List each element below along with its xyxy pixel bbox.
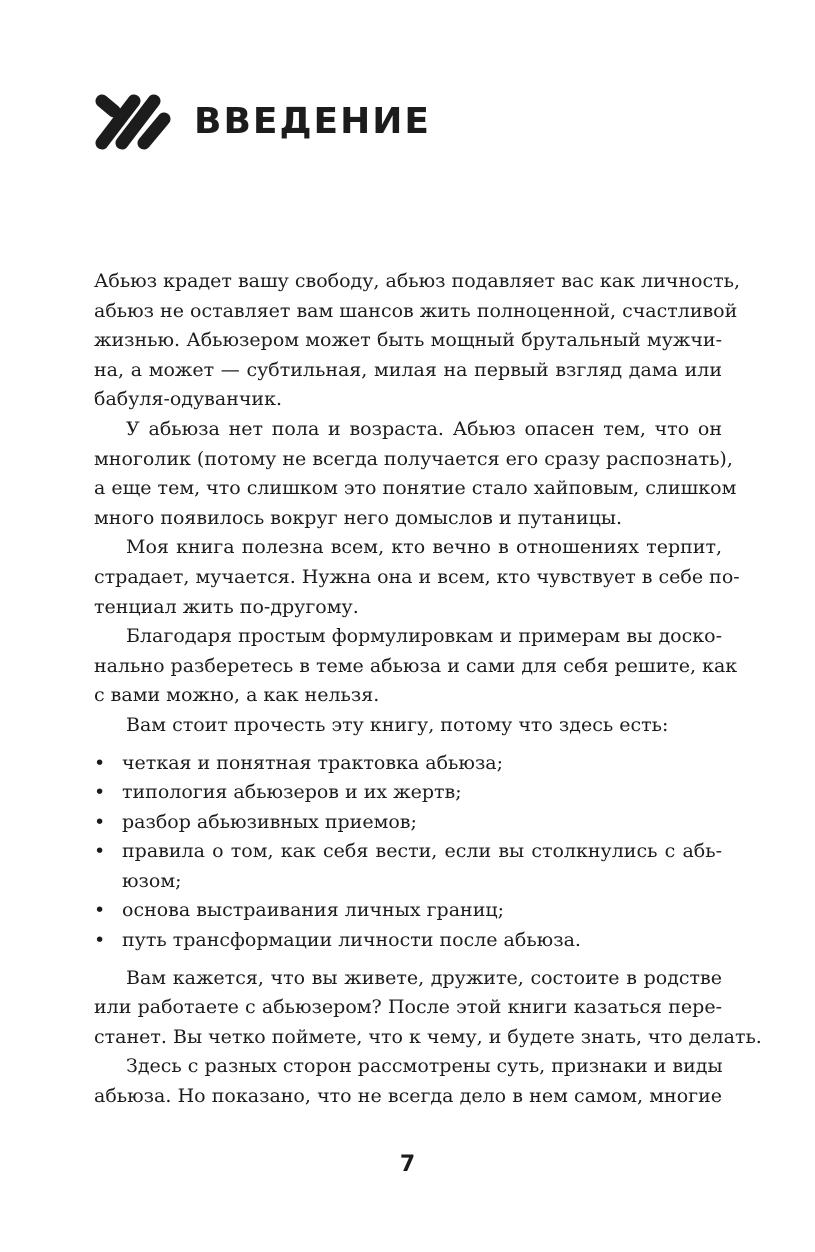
- list-item-text: разбор абьюзивных приемов;: [122, 810, 417, 833]
- list-item: [94, 808, 722, 838]
- list-item: [94, 837, 722, 896]
- text-line: станет. Вы четко поймете, что к чему, и будете знать, что делать.: [94, 1025, 762, 1048]
- text-line: а еще тем, что слишком это понятие стало хайповым, слишком: [94, 477, 737, 500]
- chapter-body: [94, 267, 762, 1112]
- text-line: Здесь с разных сторон рассмотрены суть, признаки и виды: [126, 1055, 723, 1078]
- paragraph: [94, 1052, 722, 1111]
- text-line: многолик (потому не всегда получается его сразу распознать),: [94, 447, 733, 470]
- bullet-icon: •: [94, 929, 106, 952]
- list-item-text: четкая и понятная трактовка абьюза;: [122, 751, 504, 774]
- list-item-text: юзом;: [122, 869, 182, 892]
- text-line: тенциал жить по-другому.: [94, 595, 359, 618]
- text-line: Абьюз крадет вашу свободу, абьюз подавляет вас как личность,: [94, 270, 740, 292]
- text-line: нально разберетесь в теме абьюза и сами для себя решите, как: [94, 654, 738, 677]
- paragraph: [94, 415, 737, 533]
- list-item: [94, 926, 722, 956]
- paragraph: [94, 622, 738, 711]
- double-slash-logo-icon: [94, 93, 172, 151]
- bullet-icon: •: [94, 840, 106, 863]
- chapter-heading: [94, 92, 431, 152]
- list-item: [94, 749, 722, 779]
- list-item-text: правила о том, как себя вести, если вы столкнулись с абь-: [122, 840, 722, 863]
- text-line: страдает, мучается. Нужна она и всем, кто чувствует в себе по-: [94, 565, 740, 588]
- text-line: на, а может — субтильная, милая на первый взгляд дама или: [94, 358, 722, 381]
- text-line: Благодаря простым формулировкам и примерам вы доско-: [126, 625, 722, 648]
- text-line: Моя книга полезна всем, кто вечно в отношениях терпит,: [126, 536, 722, 559]
- paragraph: [94, 267, 740, 415]
- paragraph: [94, 964, 762, 1053]
- bullet-list: [94, 749, 722, 956]
- list-item-text: основа выстраивания личных границ;: [122, 899, 504, 922]
- text-line: абьюза. Но показано, что не всегда дело в нем самом, многие: [94, 1085, 722, 1108]
- text-line: или работаете с абьюзером? После этой книги казаться пере-: [94, 996, 722, 1019]
- list-item: [94, 896, 722, 926]
- list-item-text: путь трансформации личности после абьюза.: [122, 929, 581, 952]
- text-line: бабуля-одуванчик.: [94, 388, 283, 411]
- text-line: Вам стоит прочесть эту книгу, потому что здесь есть:: [126, 713, 669, 736]
- text-line: абьюз не оставляет вам шансов жить полноценной, счастливой: [94, 299, 738, 322]
- text-line: Вам кажется, что вы живете, дружите, состоите в родстве: [126, 966, 722, 989]
- page-number: 7: [399, 1152, 416, 1177]
- text-line: много появилось вокруг него домыслов и путаницы.: [94, 506, 623, 529]
- paragraph: [94, 711, 722, 741]
- bullet-icon: •: [94, 781, 106, 804]
- text-line: с вами можно, а как нельзя.: [94, 684, 380, 707]
- list-item: [94, 778, 722, 808]
- bullet-icon: •: [94, 899, 106, 922]
- bullet-icon: •: [94, 810, 106, 833]
- bullet-icon: •: [94, 751, 106, 774]
- list-item-text: типология абьюзеров и их жертв;: [122, 781, 462, 804]
- paragraph: [94, 533, 740, 622]
- chapter-title: ВВЕДЕНИЕ: [194, 101, 431, 142]
- text-line: жизнью. Абьюзером может быть мощный брутальный мужчи-: [94, 329, 722, 352]
- text-line: У абьюза нет пола и возраста. Абьюз опасен тем, что он: [126, 417, 722, 440]
